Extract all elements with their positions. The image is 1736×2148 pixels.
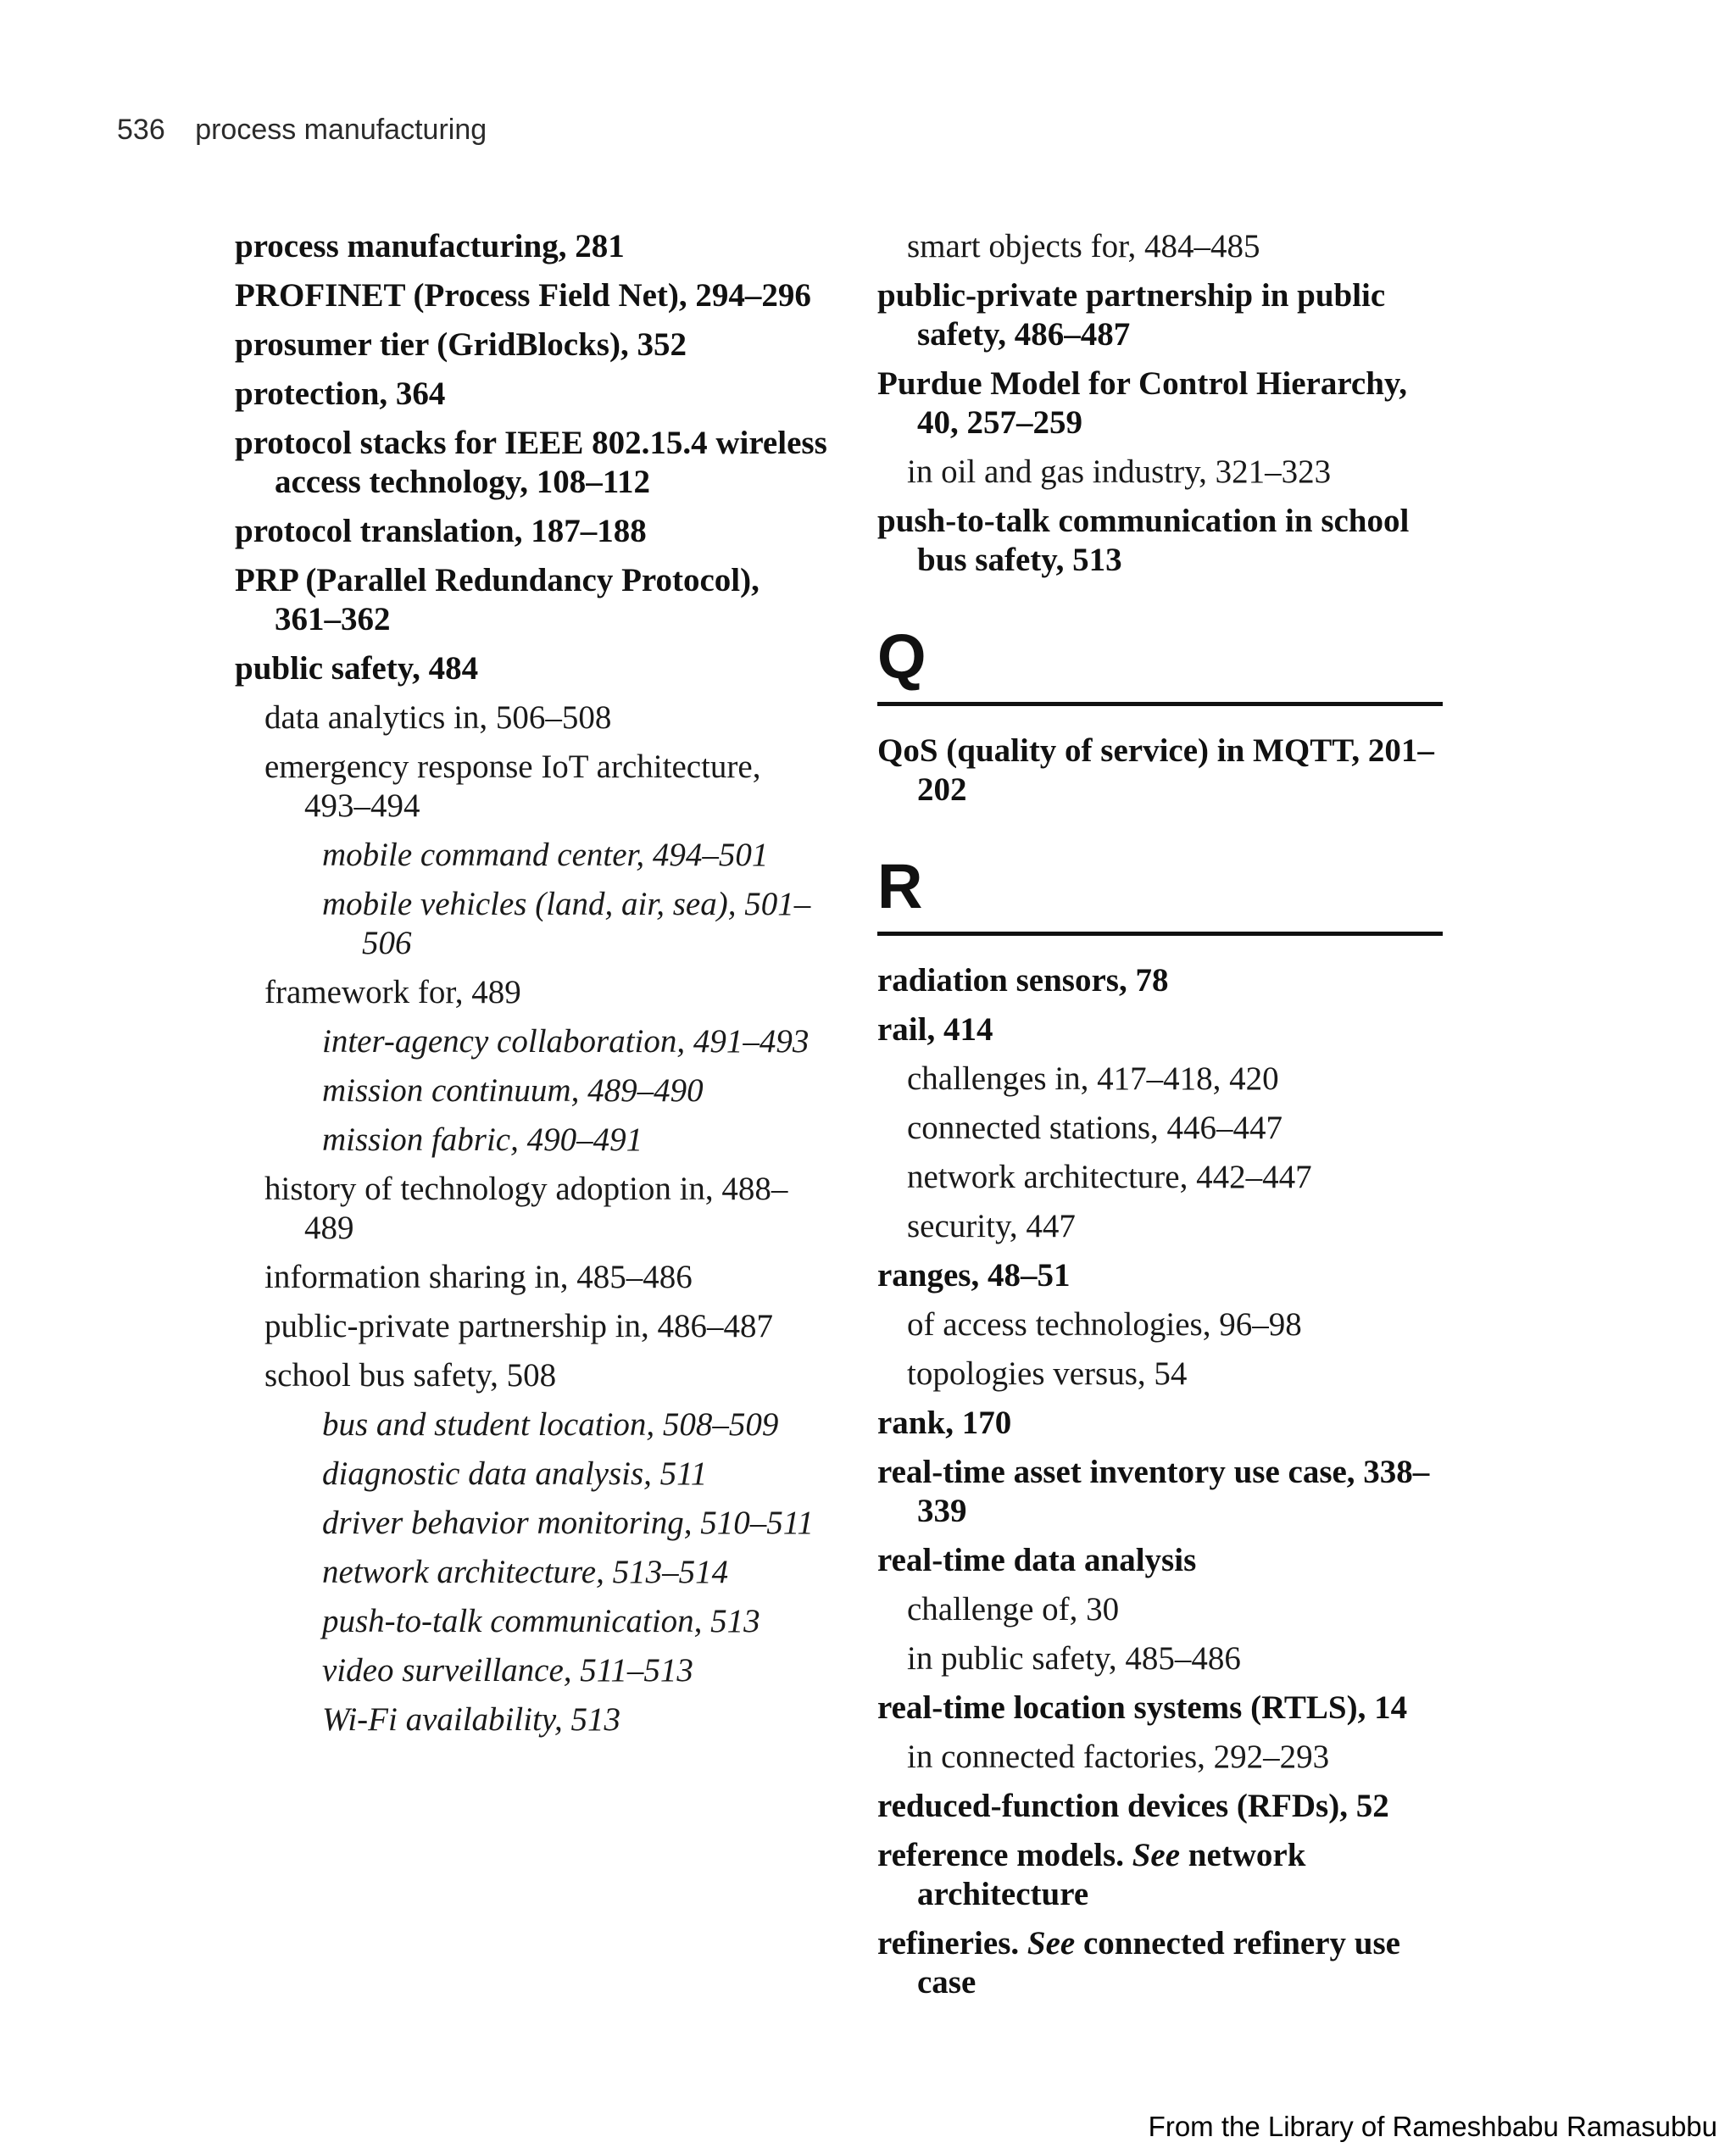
index-subentry: security, 447 bbox=[907, 1208, 1076, 1244]
index-subentry: of access technologies, 96–98 bbox=[907, 1306, 1302, 1343]
index-entry: rail, 414 bbox=[877, 1011, 993, 1048]
index-entry: public-private partnership in public safety, 486–487 bbox=[877, 277, 1386, 353]
index-entry: protocol stacks for IEEE 802.15.4 wireless access technology, 108–112 bbox=[235, 425, 827, 500]
index-subsubentry: driver behavior monitoring, 510–511 bbox=[322, 1505, 814, 1541]
index-entry: process manufacturing, 281 bbox=[235, 228, 625, 264]
see-reference: See bbox=[1132, 1837, 1181, 1873]
index-subsubentry: push-to-talk communication, 513 bbox=[322, 1603, 760, 1639]
index-subsubentry: inter-agency collaboration, 491–493 bbox=[322, 1023, 810, 1060]
index-subsubentry: diagnostic data analysis, 511 bbox=[322, 1455, 708, 1492]
index-entry bbox=[877, 1924, 1454, 2002]
section-heading bbox=[877, 621, 1454, 706]
running-head-title: process manufacturing bbox=[195, 114, 487, 146]
index-entry: PROFINET (Process Field Net), 294–296 bbox=[235, 277, 811, 314]
index-subentry: connected stations, 446–447 bbox=[907, 1110, 1283, 1146]
index-subentry: public-private partnership in, 486–487 bbox=[264, 1308, 774, 1344]
running-header bbox=[117, 114, 487, 147]
index-subentry: smart objects for, 484–485 bbox=[907, 228, 1260, 264]
index-entry: radiation sensors, 78 bbox=[877, 962, 1169, 999]
index-subentry: data analytics in, 506–508 bbox=[264, 699, 612, 736]
index-subentry: framework for, 489 bbox=[264, 974, 521, 1010]
page-number: 536 bbox=[117, 114, 165, 146]
index-subentry: challenges in, 417–418, 420 bbox=[907, 1060, 1279, 1097]
index-entry: reduced-function devices (RFDs), 52 bbox=[877, 1788, 1389, 1824]
index-entry: ranges, 48–51 bbox=[877, 1257, 1071, 1294]
index-entry: real-time data analysis bbox=[877, 1542, 1197, 1578]
index-subsubentry: mission fabric, 490–491 bbox=[322, 1121, 643, 1158]
index-subsubentry: mission continuum, 489–490 bbox=[322, 1072, 704, 1109]
index-subentry: challenge of, 30 bbox=[907, 1591, 1120, 1628]
section-letter: R bbox=[877, 851, 923, 921]
index-entry: PRP (Parallel Redundancy Protocol), 361–362 bbox=[235, 562, 760, 637]
index-subentry: in connected factories, 292–293 bbox=[907, 1739, 1330, 1775]
library-footer: From the Library of Rameshbabu Ramasubbu bbox=[1148, 2111, 1717, 2142]
see-reference: See bbox=[1027, 1925, 1076, 1962]
index-subsubentry: network architecture, 513–514 bbox=[322, 1554, 729, 1590]
index-entry: real-time asset inventory use case, 338–339 bbox=[877, 1454, 1430, 1529]
index-entry: push-to-talk communication in school bus safety, 513 bbox=[877, 503, 1410, 578]
index-entry: protocol translation, 187–188 bbox=[235, 513, 647, 549]
index-subentry: information sharing in, 485–486 bbox=[264, 1259, 693, 1295]
see-target: connected refinery use case bbox=[917, 1925, 1400, 2001]
index-column-left bbox=[235, 227, 828, 1750]
section-divider bbox=[877, 932, 1443, 936]
index-subentry: in oil and gas industry, 321–323 bbox=[907, 454, 1332, 490]
index-subentry: school bus safety, 508 bbox=[264, 1357, 557, 1394]
index-subentry: emergency response IoT architecture, 493–494 bbox=[264, 748, 761, 824]
index-subentry: network architecture, 442–447 bbox=[907, 1159, 1312, 1195]
index-subsubentry: Wi-Fi availability, 513 bbox=[322, 1701, 621, 1738]
index-entry: QoS (quality of service) in MQTT, 201–202 bbox=[877, 732, 1434, 808]
index-subsubentry: mobile vehicles (land, air, sea), 501–506 bbox=[322, 886, 811, 961]
section-heading bbox=[877, 851, 1454, 936]
index-entry: prosumer tier (GridBlocks), 352 bbox=[235, 326, 687, 363]
index-subsubentry: bus and student location, 508–509 bbox=[322, 1406, 779, 1443]
section-letter: Q bbox=[877, 621, 926, 692]
see-target: network architecture bbox=[917, 1837, 1306, 1912]
index-subentry: history of technology adoption in, 488–489 bbox=[264, 1171, 788, 1246]
index-entry: real-time location systems (RTLS), 14 bbox=[877, 1689, 1408, 1726]
entry-term: refineries. bbox=[877, 1925, 1020, 1962]
index-subentry: in public safety, 485–486 bbox=[907, 1640, 1241, 1677]
index-subsubentry: video surveillance, 511–513 bbox=[322, 1652, 693, 1689]
index-entry bbox=[877, 1836, 1454, 1914]
index-subentry: topologies versus, 54 bbox=[907, 1355, 1188, 1392]
section-divider bbox=[877, 702, 1443, 706]
entry-term: reference models. bbox=[877, 1837, 1124, 1873]
index-entry: protection, 364 bbox=[235, 376, 446, 412]
index-subsubentry: mobile command center, 494–501 bbox=[322, 837, 769, 873]
index-entry: public safety, 484 bbox=[235, 650, 479, 687]
index-entry: Purdue Model for Control Hierarchy, 40, 257–259 bbox=[877, 365, 1408, 441]
index-column-right bbox=[877, 227, 1454, 2012]
index-entry: rank, 170 bbox=[877, 1405, 1012, 1441]
